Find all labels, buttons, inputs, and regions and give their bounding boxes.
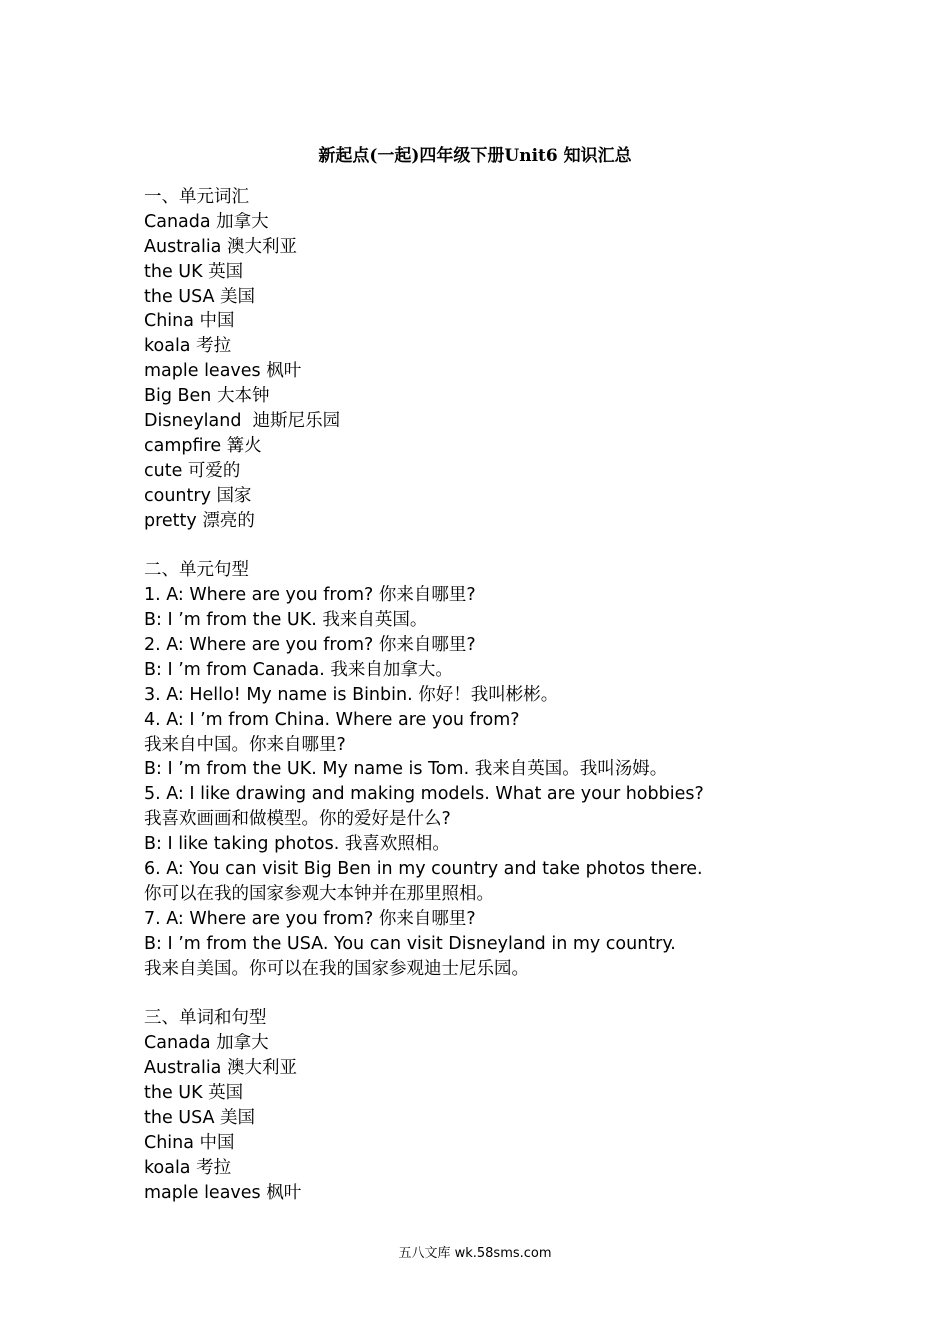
document-title: 新起点(一起)四年级下册Unit6 知识汇总 xyxy=(318,146,632,166)
vocab-line: China 中国 xyxy=(144,1132,235,1153)
sentence-line: 7. A: Where are you from? 你来自哪里? xyxy=(144,908,476,929)
sentence-line: 你可以在我的国家参观大本钟并在那里照相。 xyxy=(144,883,494,904)
vocab-line: China 中国 xyxy=(144,311,235,332)
vocab-line: Australia 澳大利亚 xyxy=(144,236,297,257)
sentence-line: B: I ’m from Canada. 我来自加拿大。 xyxy=(144,659,453,680)
sentence-line: 我来自美国。你可以在我的国家参观迪士尼乐园。 xyxy=(144,958,529,979)
sentence-line: 4. A: I ’m from China. Where are you from? xyxy=(144,709,520,730)
page-footer-watermark: 五八文库 wk.58sms.com xyxy=(398,1246,552,1261)
document-body xyxy=(144,185,844,1206)
vocab-line: Canada 加拿大 xyxy=(144,1033,269,1054)
section-heading-words-and-sentences: 三、单词和句型 xyxy=(144,1008,267,1029)
vocab-line: maple leaves 枫叶 xyxy=(144,1182,302,1203)
sentence-line: 2. A: Where are you from? 你来自哪里? xyxy=(144,635,476,656)
vocab-line: campfire 篝火 xyxy=(144,435,262,456)
sentence-line: B: I ’m from the USA. You can visit Disneyland in my country. xyxy=(144,933,676,954)
sentence-line: 我来自中国。你来自哪里? xyxy=(144,734,346,755)
sentence-line: 1. A: Where are you from? 你来自哪里? xyxy=(144,585,476,606)
section-heading-sentences: 二、单元句型 xyxy=(144,560,249,581)
vocab-line: the UK 英国 xyxy=(144,261,244,282)
sentence-line: B: I ’m from the UK. My name is Tom. 我来自英国。我叫汤姆。 xyxy=(144,759,668,780)
sentence-line: 我喜欢画画和做模型。你的爱好是什么? xyxy=(144,809,451,830)
vocab-line: koala 考拉 xyxy=(144,336,232,357)
vocab-line: koala 考拉 xyxy=(144,1157,232,1178)
vocab-line: Big Ben 大本钟 xyxy=(144,386,270,407)
vocab-line: Canada 加拿大 xyxy=(144,211,269,232)
vocab-line: maple leaves 枫叶 xyxy=(144,361,302,382)
vocab-line: the USA 美国 xyxy=(144,286,256,307)
vocab-line: the USA 美国 xyxy=(144,1107,256,1128)
sentence-line: B: I ’m from the UK. 我来自英国。 xyxy=(144,610,428,631)
sentence-line: 5. A: I like drawing and making models. What are your hobbies? xyxy=(144,784,704,805)
vocab-line: the UK 英国 xyxy=(144,1083,244,1104)
vocab-line: pretty 漂亮的 xyxy=(144,510,255,531)
section-heading-vocabulary: 一、单元词汇 xyxy=(144,187,249,207)
sentence-line: 3. A: Hello! My name is Binbin. 你好！我叫彬彬。 xyxy=(144,684,559,705)
vocab-line: Australia 澳大利亚 xyxy=(144,1058,297,1079)
vocab-line: Disneyland 迪斯尼乐园 xyxy=(144,411,341,432)
sentence-line: 6. A: You can visit Big Ben in my country and take photos there. xyxy=(144,859,703,880)
vocab-line: cute 可爱的 xyxy=(144,460,241,481)
sentence-line: B: I like taking photos. 我喜欢照相。 xyxy=(144,834,450,855)
blank-line xyxy=(144,982,844,1007)
vocab-line: country 国家 xyxy=(144,485,252,506)
blank-line xyxy=(144,533,844,558)
